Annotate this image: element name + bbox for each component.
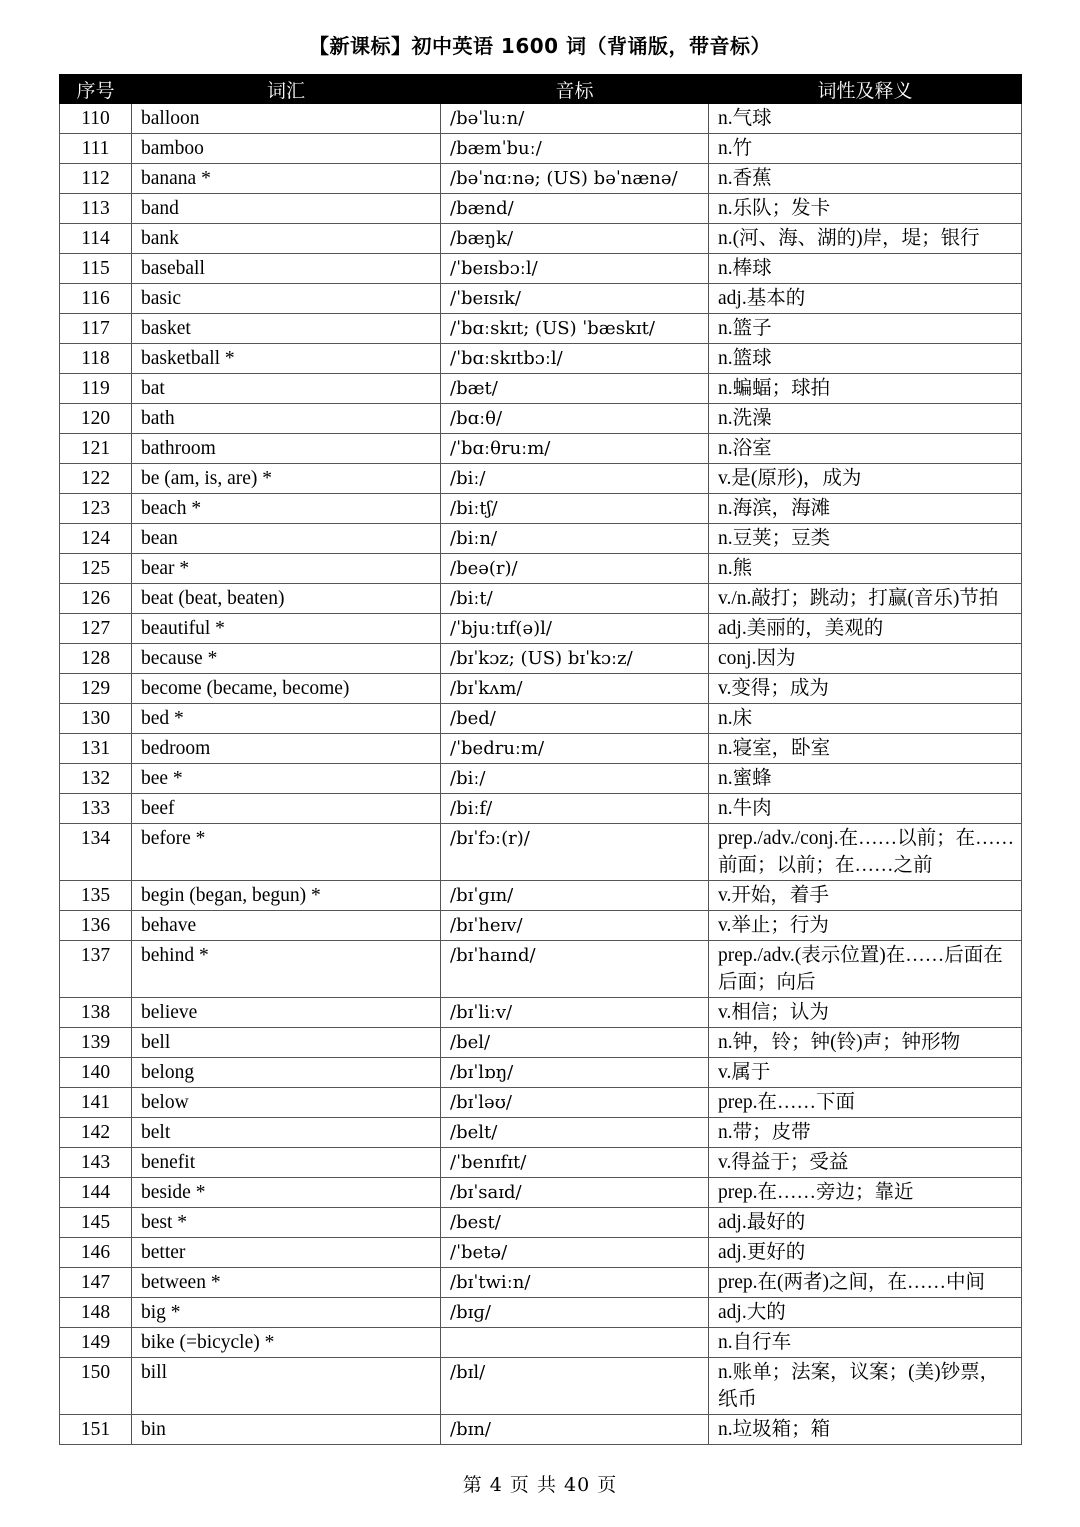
cell-definition: v.举止；行为: [709, 911, 1022, 941]
table-row: [60, 1358, 1022, 1415]
cell-index: 114: [60, 224, 132, 254]
table-row: [60, 584, 1022, 614]
cell-index: 151: [60, 1415, 132, 1445]
cell-phonetic: /bɪl/: [441, 1358, 709, 1415]
cell-word: beach *: [132, 494, 441, 524]
cell-phonetic: /biː/: [441, 764, 709, 794]
cell-word: bill: [132, 1358, 441, 1415]
cell-definition: n.自行车: [709, 1328, 1022, 1358]
cell-definition: adj.基本的: [709, 284, 1022, 314]
cell-definition: v.相信；认为: [709, 998, 1022, 1028]
cell-definition: n.蜜蜂: [709, 764, 1022, 794]
cell-definition: n.(河、海、湖的)岸，堤；银行: [709, 224, 1022, 254]
cell-definition: adj.大的: [709, 1298, 1022, 1328]
cell-index: 143: [60, 1148, 132, 1178]
cell-phonetic: /bɪˈfɔː(r)/: [441, 824, 709, 881]
cell-phonetic: /bəˈluːn/: [441, 104, 709, 134]
cell-definition: n.蝙蝠；球拍: [709, 374, 1022, 404]
table-row: [60, 404, 1022, 434]
table-row: [60, 614, 1022, 644]
table-row: [60, 494, 1022, 524]
cell-index: 122: [60, 464, 132, 494]
cell-phonetic: /bɪˈhaɪnd/: [441, 941, 709, 998]
cell-index: 120: [60, 404, 132, 434]
cell-definition: n.垃圾箱；箱: [709, 1415, 1022, 1445]
table-row: [60, 1088, 1022, 1118]
cell-index: 126: [60, 584, 132, 614]
cell-phonetic: /biːt/: [441, 584, 709, 614]
column-header-index: 序号: [60, 75, 132, 104]
cell-phonetic: /biːf/: [441, 794, 709, 824]
table-row: [60, 104, 1022, 134]
cell-index: 137: [60, 941, 132, 998]
table-header: [60, 75, 1022, 104]
table-row: [60, 1118, 1022, 1148]
table-row: [60, 1028, 1022, 1058]
cell-definition: v.是(原形)，成为: [709, 464, 1022, 494]
cell-word: behind *: [132, 941, 441, 998]
cell-phonetic: /bed/: [441, 704, 709, 734]
cell-definition: prep./adv./conj.在……以前；在……前面；以前；在……之前: [709, 824, 1022, 881]
cell-word: beef: [132, 794, 441, 824]
cell-index: 129: [60, 674, 132, 704]
cell-phonetic: /ˈbɑːskɪtbɔːl/: [441, 344, 709, 374]
cell-definition: n.床: [709, 704, 1022, 734]
cell-word: bank: [132, 224, 441, 254]
cell-word: bathroom: [132, 434, 441, 464]
cell-word: bed *: [132, 704, 441, 734]
cell-index: 118: [60, 344, 132, 374]
cell-definition: adj.美丽的，美观的: [709, 614, 1022, 644]
cell-definition: prep.在……下面: [709, 1088, 1022, 1118]
cell-index: 135: [60, 881, 132, 911]
cell-index: 148: [60, 1298, 132, 1328]
cell-index: 131: [60, 734, 132, 764]
cell-word: bin: [132, 1415, 441, 1445]
cell-index: 136: [60, 911, 132, 941]
table-row: [60, 941, 1022, 998]
cell-index: 111: [60, 134, 132, 164]
cell-word: belong: [132, 1058, 441, 1088]
table-row: [60, 1148, 1022, 1178]
cell-definition: n.寝室，卧室: [709, 734, 1022, 764]
cell-definition: n.账单；法案，议案；(美)钞票，纸币: [709, 1358, 1022, 1415]
cell-index: 117: [60, 314, 132, 344]
cell-phonetic: [441, 1328, 709, 1358]
table-row: [60, 224, 1022, 254]
cell-phonetic: /ˈbɑːskɪt; (US) ˈbæskɪt/: [441, 314, 709, 344]
cell-definition: v.得益于；受益: [709, 1148, 1022, 1178]
table-row: [60, 1268, 1022, 1298]
cell-phonetic: /bæmˈbuː/: [441, 134, 709, 164]
cell-phonetic: /bɪˈɡɪn/: [441, 881, 709, 911]
cell-word: beat (beat, beaten): [132, 584, 441, 614]
cell-definition: n.豆荚；豆类: [709, 524, 1022, 554]
cell-phonetic: /bɪˈləʊ/: [441, 1088, 709, 1118]
cell-word: best *: [132, 1208, 441, 1238]
cell-phonetic: /bæt/: [441, 374, 709, 404]
cell-word: better: [132, 1238, 441, 1268]
header-row: [60, 75, 1022, 104]
table-row: [60, 998, 1022, 1028]
cell-definition: prep.在(两者)之间，在……中间: [709, 1268, 1022, 1298]
cell-definition: n.浴室: [709, 434, 1022, 464]
cell-definition: n.篮子: [709, 314, 1022, 344]
cell-definition: n.带；皮带: [709, 1118, 1022, 1148]
cell-phonetic: /ˈbeɪsbɔːl/: [441, 254, 709, 284]
table-row: [60, 1415, 1022, 1445]
cell-index: 134: [60, 824, 132, 881]
cell-word: band: [132, 194, 441, 224]
table-body: [60, 104, 1022, 1445]
table-row: [60, 1208, 1022, 1238]
cell-definition: n.竹: [709, 134, 1022, 164]
cell-definition: prep.在……旁边；靠近: [709, 1178, 1022, 1208]
cell-index: 146: [60, 1238, 132, 1268]
table-row: [60, 794, 1022, 824]
cell-index: 110: [60, 104, 132, 134]
vocabulary-table: [59, 74, 1022, 1445]
table-row: [60, 824, 1022, 881]
cell-word: basketball *: [132, 344, 441, 374]
cell-phonetic: /bɪˈliːv/: [441, 998, 709, 1028]
cell-phonetic: /best/: [441, 1208, 709, 1238]
cell-word: bear *: [132, 554, 441, 584]
cell-index: 116: [60, 284, 132, 314]
table-row: [60, 1058, 1022, 1088]
cell-definition: v.开始，着手: [709, 881, 1022, 911]
cell-index: 123: [60, 494, 132, 524]
cell-word: benefit: [132, 1148, 441, 1178]
table-row: [60, 434, 1022, 464]
table-row: [60, 194, 1022, 224]
cell-index: 144: [60, 1178, 132, 1208]
cell-definition: adj.最好的: [709, 1208, 1022, 1238]
table-row: [60, 374, 1022, 404]
cell-word: between *: [132, 1268, 441, 1298]
cell-word: bike (=bicycle) *: [132, 1328, 441, 1358]
cell-phonetic: /biːtʃ/: [441, 494, 709, 524]
cell-phonetic: /ˈbenɪfɪt/: [441, 1148, 709, 1178]
cell-word: basic: [132, 284, 441, 314]
cell-word: become (became, become): [132, 674, 441, 704]
cell-index: 145: [60, 1208, 132, 1238]
cell-word: bat: [132, 374, 441, 404]
cell-index: 132: [60, 764, 132, 794]
cell-index: 141: [60, 1088, 132, 1118]
table-row: [60, 554, 1022, 584]
cell-index: 133: [60, 794, 132, 824]
cell-phonetic: /bæŋk/: [441, 224, 709, 254]
cell-index: 147: [60, 1268, 132, 1298]
table-row: [60, 644, 1022, 674]
cell-word: be (am, is, are) *: [132, 464, 441, 494]
table-row: [60, 1178, 1022, 1208]
cell-phonetic: /ˈbjuːtɪf(ə)l/: [441, 614, 709, 644]
cell-word: bean: [132, 524, 441, 554]
cell-phonetic: /beə(r)/: [441, 554, 709, 584]
cell-definition: conj.因为: [709, 644, 1022, 674]
cell-word: balloon: [132, 104, 441, 134]
table-row: [60, 1238, 1022, 1268]
cell-index: 142: [60, 1118, 132, 1148]
cell-definition: n.钟，铃；钟(铃)声；钟形物: [709, 1028, 1022, 1058]
cell-phonetic: /bel/: [441, 1028, 709, 1058]
cell-phonetic: /bɑːθ/: [441, 404, 709, 434]
cell-index: 115: [60, 254, 132, 284]
cell-word: begin (began, begun) *: [132, 881, 441, 911]
table-row: [60, 734, 1022, 764]
table-row: [60, 524, 1022, 554]
cell-word: beautiful *: [132, 614, 441, 644]
cell-phonetic: /bɪˈtwiːn/: [441, 1268, 709, 1298]
column-header-definition: 词性及释义: [709, 75, 1022, 104]
cell-phonetic: /ˈbɑːθruːm/: [441, 434, 709, 464]
cell-word: bamboo: [132, 134, 441, 164]
cell-word: bath: [132, 404, 441, 434]
cell-definition: v.属于: [709, 1058, 1022, 1088]
column-header-word: 词汇: [132, 75, 441, 104]
cell-word: behave: [132, 911, 441, 941]
cell-index: 139: [60, 1028, 132, 1058]
table-row: [60, 704, 1022, 734]
table-row: [60, 1328, 1022, 1358]
cell-index: 112: [60, 164, 132, 194]
page-title: 【新课标】初中英语 1600 词（背诵版，带音标）: [308, 34, 772, 58]
cell-index: 150: [60, 1358, 132, 1415]
cell-definition: n.乐队；发卡: [709, 194, 1022, 224]
table-row: [60, 911, 1022, 941]
cell-definition: n.香蕉: [709, 164, 1022, 194]
cell-word: bell: [132, 1028, 441, 1058]
table-row: [60, 881, 1022, 911]
column-header-phonetic: 音标: [441, 75, 709, 104]
cell-index: 119: [60, 374, 132, 404]
cell-phonetic: /ˈbeɪsɪk/: [441, 284, 709, 314]
cell-phonetic: /bɪˈsaɪd/: [441, 1178, 709, 1208]
cell-phonetic: /ˈbedruːm/: [441, 734, 709, 764]
cell-index: 138: [60, 998, 132, 1028]
cell-definition: prep./adv.(表示位置)在……后面在后面；向后: [709, 941, 1022, 998]
cell-index: 140: [60, 1058, 132, 1088]
cell-phonetic: /ˈbetə/: [441, 1238, 709, 1268]
cell-definition: n.熊: [709, 554, 1022, 584]
cell-definition: n.牛肉: [709, 794, 1022, 824]
cell-phonetic: /bɪˈheɪv/: [441, 911, 709, 941]
table-row: [60, 344, 1022, 374]
table-row: [60, 284, 1022, 314]
cell-phonetic: /bɪn/: [441, 1415, 709, 1445]
cell-phonetic: /bɪɡ/: [441, 1298, 709, 1328]
cell-definition: n.棒球: [709, 254, 1022, 284]
cell-phonetic: /belt/: [441, 1118, 709, 1148]
cell-word: believe: [132, 998, 441, 1028]
table-row: [60, 164, 1022, 194]
cell-word: baseball: [132, 254, 441, 284]
cell-word: banana *: [132, 164, 441, 194]
table-row: [60, 674, 1022, 704]
cell-phonetic: /bænd/: [441, 194, 709, 224]
cell-word: because *: [132, 644, 441, 674]
cell-definition: n.篮球: [709, 344, 1022, 374]
cell-index: 130: [60, 704, 132, 734]
cell-phonetic: /bɪˈlɒŋ/: [441, 1058, 709, 1088]
table-row: [60, 764, 1022, 794]
cell-word: big *: [132, 1298, 441, 1328]
table-row: [60, 314, 1022, 344]
cell-word: below: [132, 1088, 441, 1118]
cell-index: 113: [60, 194, 132, 224]
cell-definition: adj.更好的: [709, 1238, 1022, 1268]
cell-phonetic: /bɪˈkɔz; (US) bɪˈkɔːz/: [441, 644, 709, 674]
cell-index: 128: [60, 644, 132, 674]
cell-index: 127: [60, 614, 132, 644]
cell-definition: n.气球: [709, 104, 1022, 134]
cell-index: 125: [60, 554, 132, 584]
cell-phonetic: /biːn/: [441, 524, 709, 554]
cell-index: 121: [60, 434, 132, 464]
page-number: 第 4 页 共 40 页: [462, 1474, 618, 1496]
cell-definition: n.海滨，海滩: [709, 494, 1022, 524]
cell-phonetic: /biː/: [441, 464, 709, 494]
cell-phonetic: /bɪˈkʌm/: [441, 674, 709, 704]
cell-word: basket: [132, 314, 441, 344]
table-row: [60, 134, 1022, 164]
cell-word: before *: [132, 824, 441, 881]
cell-word: belt: [132, 1118, 441, 1148]
cell-definition: v.变得；成为: [709, 674, 1022, 704]
cell-definition: n.洗澡: [709, 404, 1022, 434]
cell-definition: v./n.敲打；跳动；打赢(音乐)节拍: [709, 584, 1022, 614]
cell-index: 149: [60, 1328, 132, 1358]
cell-word: bee *: [132, 764, 441, 794]
cell-phonetic: /bəˈnɑːnə; (US) bəˈnænə/: [441, 164, 709, 194]
table-row: [60, 1298, 1022, 1328]
cell-word: beside *: [132, 1178, 441, 1208]
table-row: [60, 254, 1022, 284]
cell-word: bedroom: [132, 734, 441, 764]
table-row: [60, 464, 1022, 494]
cell-index: 124: [60, 524, 132, 554]
